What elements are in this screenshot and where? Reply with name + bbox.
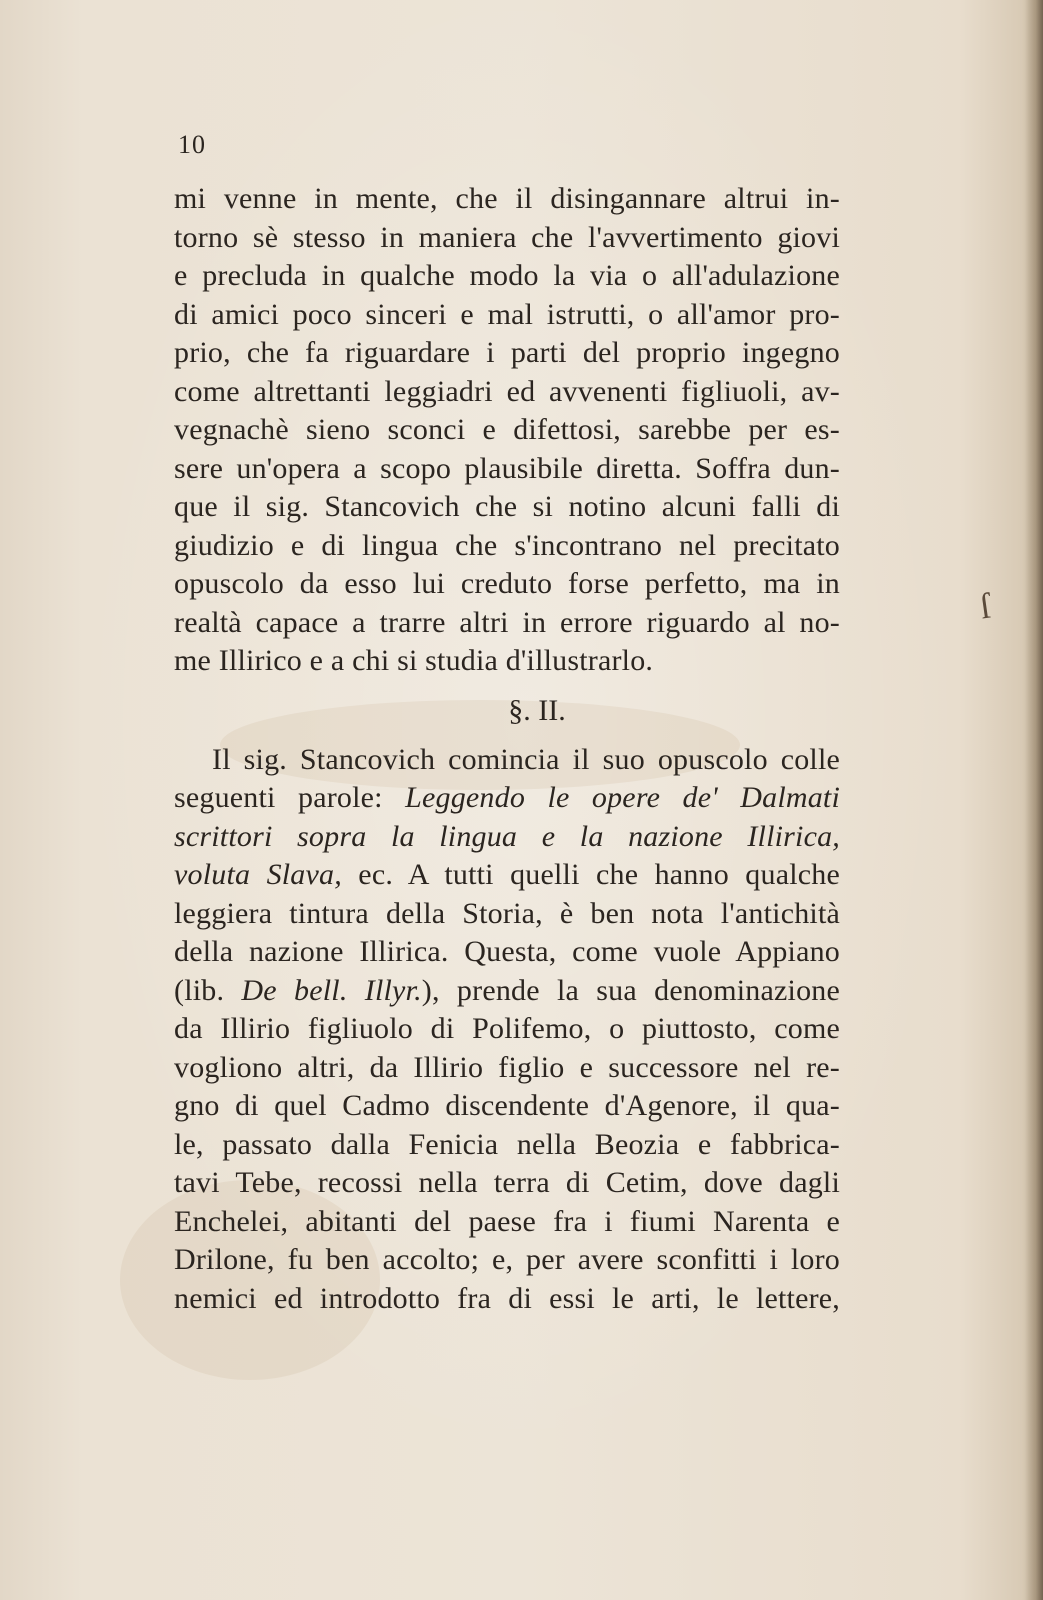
text-line xyxy=(174,972,840,1011)
page-edge-shadow xyxy=(1025,0,1043,1600)
text-line: realtà capace a trarre altri in errore riguardo al no- xyxy=(174,605,840,639)
text-line: le, passato dalla Fenicia nella Beozia e fabbrica- xyxy=(174,1127,840,1161)
text-line: Drilone, fu ben accolto; e, per avere sconfitti i loro xyxy=(174,1243,840,1276)
body-text xyxy=(174,180,840,1318)
text-line: giudizio e di lingua che s'incontrano nel precitato xyxy=(174,528,840,562)
text-line: leggiera tintura della Storia, è ben nota l'antichità xyxy=(174,896,840,930)
text-line: della nazione Illirica. Questa, come vuole Appiano xyxy=(174,935,840,968)
text-line: mi venne in mente, che il disingannare altrui in- xyxy=(174,182,840,215)
text-line xyxy=(174,818,840,857)
text-line: e precluda in qualche modo la via o all'adulazione xyxy=(174,259,840,292)
text-line: me Illirico e a chi si studia d'illustrarlo. xyxy=(174,644,654,677)
text-line: da Illirio figliuolo di Polifemo, o piuttosto, come xyxy=(174,1012,840,1045)
text-line: come altrettanti leggiadri ed avvenenti figliuoli, av- xyxy=(174,374,840,408)
text-line: Enchelei, abitanti del paese fra i fiumi Narenta e xyxy=(174,1204,840,1238)
text-line: nemici ed introdotto fra di essi le arti, le lettere, xyxy=(174,1281,840,1315)
text-span: (lib. xyxy=(174,973,242,1007)
text-line: di amici poco sinceri e mal istrutti, o all'amor pro- xyxy=(174,297,840,331)
text-line: sere un'opera a scopo plausibile diretta. Soffra dun- xyxy=(174,451,840,485)
italic-title: Leggendo le opere de' Dalmati xyxy=(405,781,840,814)
italic-citation: De bell. Illyr. xyxy=(241,973,422,1007)
italic-title: scrittori sopra la lingua e la nazione Illirica, xyxy=(174,819,840,853)
text-line: que il sig. Stancovich che si notino alcuni falli di xyxy=(174,490,840,523)
text-line: torno sè stesso in maniera che l'avvertimento giovi xyxy=(174,220,840,254)
text-span: ec. A tutti quelli che hanno qualche xyxy=(341,858,840,891)
text-line: vegnachè sieno sconci e difettosi, sarebbe per es- xyxy=(174,413,840,446)
text-line: Il sig. Stancovich comincia il suo opuscolo colle xyxy=(212,742,840,776)
margin-mark: ſ xyxy=(977,585,993,627)
text-line: gno di quel Cadmo discendente d'Agenore, il qua- xyxy=(174,1089,840,1122)
text-line xyxy=(174,856,840,895)
text-line: vogliono altri, da Illirio figlio e successore nel re- xyxy=(174,1050,840,1084)
text-span: seguenti parole: xyxy=(174,781,406,814)
page-number: 10 xyxy=(178,130,206,159)
italic-title: voluta Slava, xyxy=(174,858,342,891)
text-line: tavi Tebe, recossi nella terra di Cetim, dove dagli xyxy=(174,1166,840,1199)
text-line: prio, che fa riguardare i parti del proprio ingegno xyxy=(174,336,840,369)
section-heading: §. II. xyxy=(508,693,566,727)
text-line: opuscolo da esso lui creduto forse perfetto, ma in xyxy=(174,567,840,600)
text-span: ), prende la sua denominazione xyxy=(421,973,840,1007)
text-line xyxy=(174,779,840,818)
